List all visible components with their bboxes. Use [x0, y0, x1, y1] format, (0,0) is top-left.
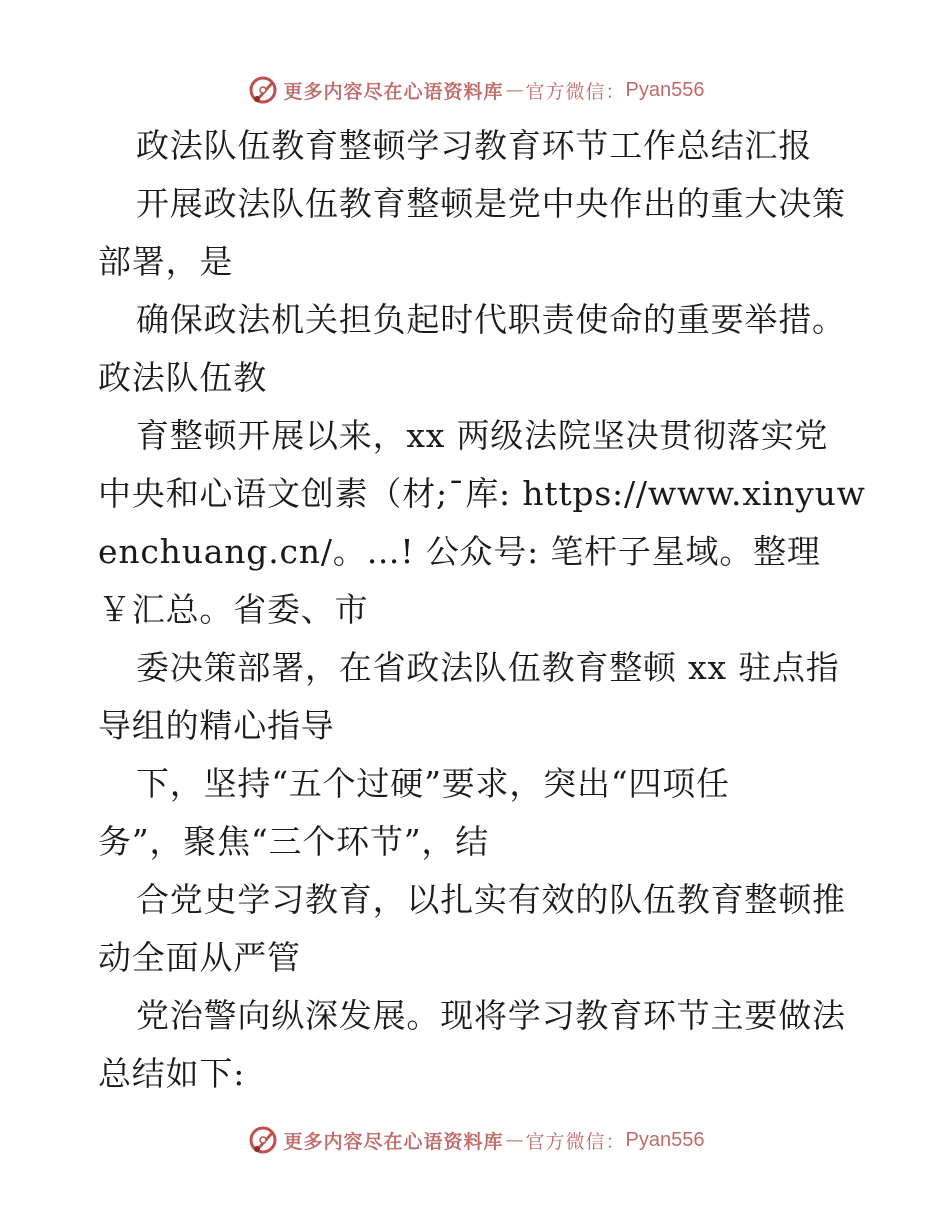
paragraph-line: 委决策部署，在省政法队伍教育整顿 xx 驻点指 [136, 648, 840, 687]
banner-wechat-id: Pyan556 [625, 1128, 705, 1151]
brush-logo-icon [246, 73, 280, 107]
banner-brand-text: 更多内容尽在心语资料库 [283, 1130, 504, 1153]
banner-brand-text: 更多内容尽在心语资料库 [283, 80, 504, 103]
paragraph-line: enchuang.cn/。…! 公众号: 笔杆子星域。整理 [98, 532, 821, 571]
header-banner [0, 70, 950, 110]
banner-wechat-label: 官方微信： [525, 1130, 626, 1153]
paragraph-line: 确保政法机关担负起时代职责使命的重要举措。 [136, 300, 846, 339]
document-title: 政法队伍教育整顿学习教育环节工作总结汇报 [136, 126, 812, 165]
paragraph-line: 务”，聚焦“三个环节”，结 [98, 822, 490, 861]
paragraph-line: 中央和心语文创素（材;¯库: https://www.xinyuw [98, 474, 866, 513]
paragraph-line: 育整顿开展以来，xx 两级法院坚决贯彻落实党 [136, 416, 829, 455]
paragraph-line: 导组的精心指导 [98, 706, 335, 745]
banner-separator: — [505, 79, 524, 101]
paragraph-line: ￥汇总。省委、市 [98, 590, 369, 629]
paragraph-line: 部署，是 [98, 242, 234, 281]
banner-separator: — [505, 1129, 524, 1151]
paragraph-line: 下，坚持“五个过硬”要求，突出“四项任 [136, 764, 730, 803]
banner-wechat-id: Pyan556 [625, 78, 705, 101]
paragraph-line: 开展政法队伍教育整顿是党中央作出的重大决策 [136, 184, 846, 223]
brush-logo-icon [246, 1123, 280, 1157]
paragraph-line: 总结如下: [98, 1054, 246, 1093]
paragraph-line: 动全面从严管 [98, 938, 301, 977]
paragraph-line: 合党史学习教育，以扎实有效的队伍教育整顿推 [136, 880, 846, 919]
paragraph-line: 政法队伍教 [98, 358, 267, 397]
banner-wechat-label: 官方微信： [525, 80, 626, 103]
footer-banner [0, 1120, 950, 1160]
paragraph-line: 党治警向纵深发展。现将学习教育环节主要做法 [136, 996, 846, 1035]
